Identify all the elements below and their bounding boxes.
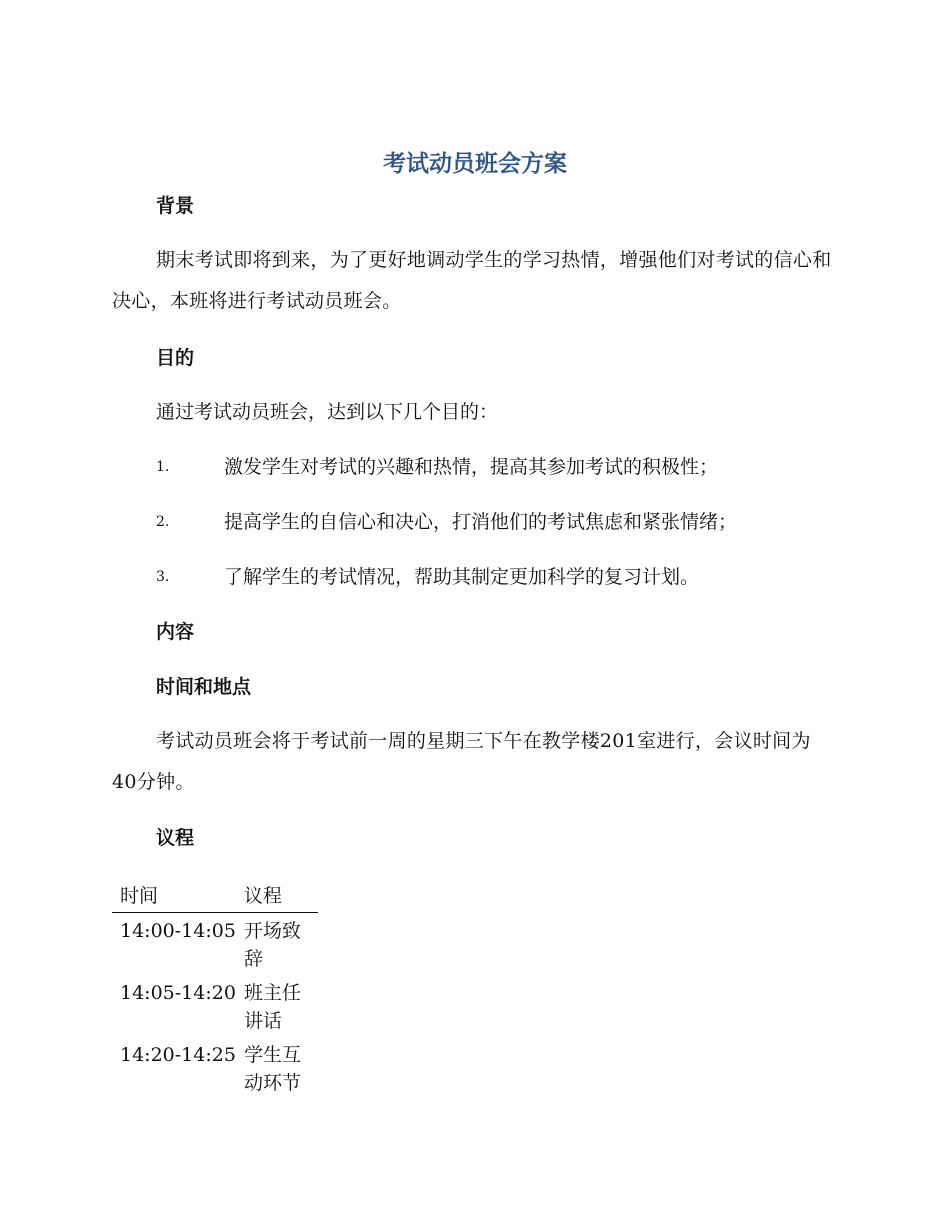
list-item-text: 激发学生对考试的兴趣和热情，提高其参加考试的积极性； [224,456,719,478]
list-item-number: 3. [156,569,170,585]
table-row [112,1037,318,1099]
table-row [112,975,318,1037]
table-cell-item: 开场致辞 [243,920,301,970]
heading-purpose: 目的 [156,347,195,369]
column-header-time: 时间 [112,878,236,913]
table-cell-time: 14:05-14:20 [120,982,236,1004]
list-item-number: 2. [156,514,170,530]
heading-time-place: 时间和地点 [156,676,252,698]
list-item-text: 提高学生的自信心和决心，打消他们的考试焦虑和紧张情绪； [224,511,738,533]
table-cell-item: 班主任讲话 [243,982,301,1032]
paragraph-time-place: 考试动员班会将于考试前一周的星期三下午在教学楼201室进行，会议时间为40分钟。 [112,730,811,793]
table-cell-item: 学生互动环节 [243,1044,301,1094]
list-item-text: 了解学生的考试情况，帮助其制定更加科学的复习计划。 [224,566,700,588]
paragraph-background: 期末考试即将到来，为了更好地调动学生的学习热情，增强他们对考试的信心和决心，本班将进行考试动员班会。 [112,249,832,312]
heading-agenda: 议程 [156,827,195,849]
heading-content: 内容 [156,621,195,643]
table-cell-time: 14:20-14:25 [120,1044,236,1066]
column-header-agenda: 议程 [236,878,318,913]
list-item-number: 1. [156,459,170,475]
table-row [112,913,318,976]
table-cell-time: 14:00-14:05 [120,920,236,942]
heading-background: 背景 [156,195,195,217]
table-header-row [112,878,318,913]
agenda-table [112,878,318,1099]
paragraph-purpose-intro: 通过考试动员班会，达到以下几个目的： [156,401,499,423]
document-title: 考试动员班会方案 [383,151,567,177]
